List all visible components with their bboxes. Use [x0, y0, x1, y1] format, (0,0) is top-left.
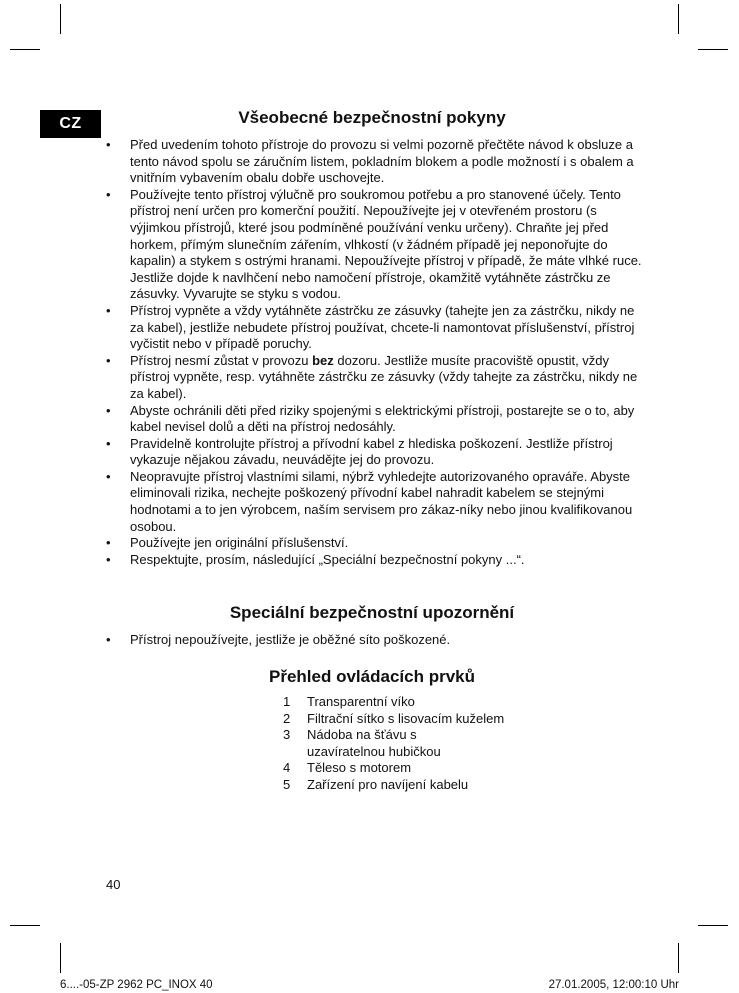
- item-number: 1: [283, 694, 291, 709]
- emphasis-text: bez: [312, 352, 334, 368]
- crop-mark: [698, 925, 728, 926]
- list-item: [283, 694, 567, 711]
- list-item: • Neopravujte přístroj vlastními silami, nýbrž vyhledejte autorizovaného opraváře. Abyste eliminovali rizika, nechejte poškozený přívodní kabel nahradit kabelem se stejnými hodnotami a to jen výrobcem, naším servisem pro zákaz-níky nebo jinou kvalifikovanou osobou.: [106, 469, 646, 535]
- crop-mark: [10, 925, 40, 926]
- item-text: Transparentní víko: [307, 694, 415, 709]
- list-item: • Před uvedením tohoto přístroje do provozu si velmi pozorně přečtěte návod k obsluze a tento návod spolu se záručním listem, pokladním blokem a podle možností i s obalem a vnitřním vybavením obalu dobře uschovejte.: [106, 137, 646, 187]
- crop-mark: [698, 49, 728, 50]
- list-item: • Pravidelně kontrolujte přístroj a přívodní kabel z hlediska poškození. Jestliže přístroj vykazuje nějakou závadu, neuvádějte jej do provozu.: [106, 436, 646, 469]
- section-title-controls-overview: Přehled ovládacích prvků: [269, 667, 475, 686]
- list-item: [283, 727, 567, 760]
- crop-mark: [10, 49, 40, 50]
- list-item: • Respektujte, prosím, následující „Speciální bezpečnostní pokyny ...“.: [106, 552, 646, 569]
- list-item: • Používejte jen originální příslušenství.: [106, 535, 646, 552]
- item-text: Nádoba na šťávu s uzavíratelnou hubičkou: [307, 727, 441, 759]
- controls-list: [283, 694, 567, 794]
- crop-mark: [678, 943, 679, 973]
- list-item-text: Přístroj nesmí zůstat v provozu: [130, 352, 313, 368]
- special-safety-list: [106, 632, 646, 649]
- item-number: 5: [283, 776, 291, 792]
- footer-left: 6....-05-ZP 2962 PC_INOX 40: [60, 979, 213, 991]
- item-text: Filtrační sítko s lisovacím kuželem: [307, 710, 505, 726]
- item-text: Těleso s motorem: [307, 760, 412, 776]
- item-number: 3: [283, 727, 291, 743]
- list-item: [283, 777, 567, 794]
- item-number: 4: [283, 760, 291, 776]
- crop-mark: [678, 4, 679, 34]
- section-title-general-safety: Všeobecné bezpečnostní pokyny: [238, 108, 506, 127]
- crop-mark: [60, 943, 61, 973]
- list-item: [283, 711, 567, 728]
- language-badge: CZ: [40, 110, 101, 138]
- list-item: • Přístroj vypněte a vždy vytáhněte zástrčku ze zásuvky (tahejte jen za zástrčku, nikdy ne za kabel), jestliže nebudete přístroj používat, chcete-li namontovat příslušenství, přístroj vyčistit nebo v případě poruchy.: [106, 303, 646, 353]
- list-item: [106, 353, 646, 403]
- general-safety-list: [106, 137, 646, 568]
- list-item: • Používejte tento přístroj výlučně pro soukromou potřebu a pro stanovené účely. Tento přístroj není určen pro komerční použití. Nepoužívejte jej v otevřeném prostoru (s výjimkou přístrojů, které jsou podmíněné používání venku určeny). Chraňte jej před horkem, přímým slunečním zářením, vlhkostí (v žádném případě jej neponořujte do kapalin) a stykem s ostrými hranami. Nepoužívejte přístroj v případě, že máte vlhké ruce. Jestliže dojde k navlhčení nebo namočení přístroje, okamžitě vytáhněte zástrčku ze zásuvky. Vyvarujte se styku s vodou.: [106, 187, 646, 303]
- item-text: Zařízení pro navíjení kabelu: [307, 776, 469, 792]
- list-item: [283, 760, 567, 777]
- footer-right: 27.01.2005, 12:00:10 Uhr: [548, 979, 679, 991]
- page-number: 40: [106, 877, 121, 892]
- item-number: 2: [283, 710, 291, 726]
- crop-mark: [60, 4, 61, 34]
- list-item: • Abyste ochránili děti před riziky spojenými s elektrickými přístroji, postarejte se o to, aby kabel nevisel dolů a děti na přístroj nedosáhly.: [106, 403, 646, 436]
- list-item-text: dozoru. Jestliže musíte pracoviště opustit, vždy přístroj vypněte, resp. vytáhněte zástrčku ze zásuvky (vždy tahejte za zástrčku, nikdy ne za kabel).: [130, 352, 638, 401]
- list-item: • Přístroj nepoužívejte, jestliže je oběžné síto poškozené.: [106, 632, 646, 649]
- section-title-special-safety: Speciální bezpečnostní upozornění: [229, 603, 515, 622]
